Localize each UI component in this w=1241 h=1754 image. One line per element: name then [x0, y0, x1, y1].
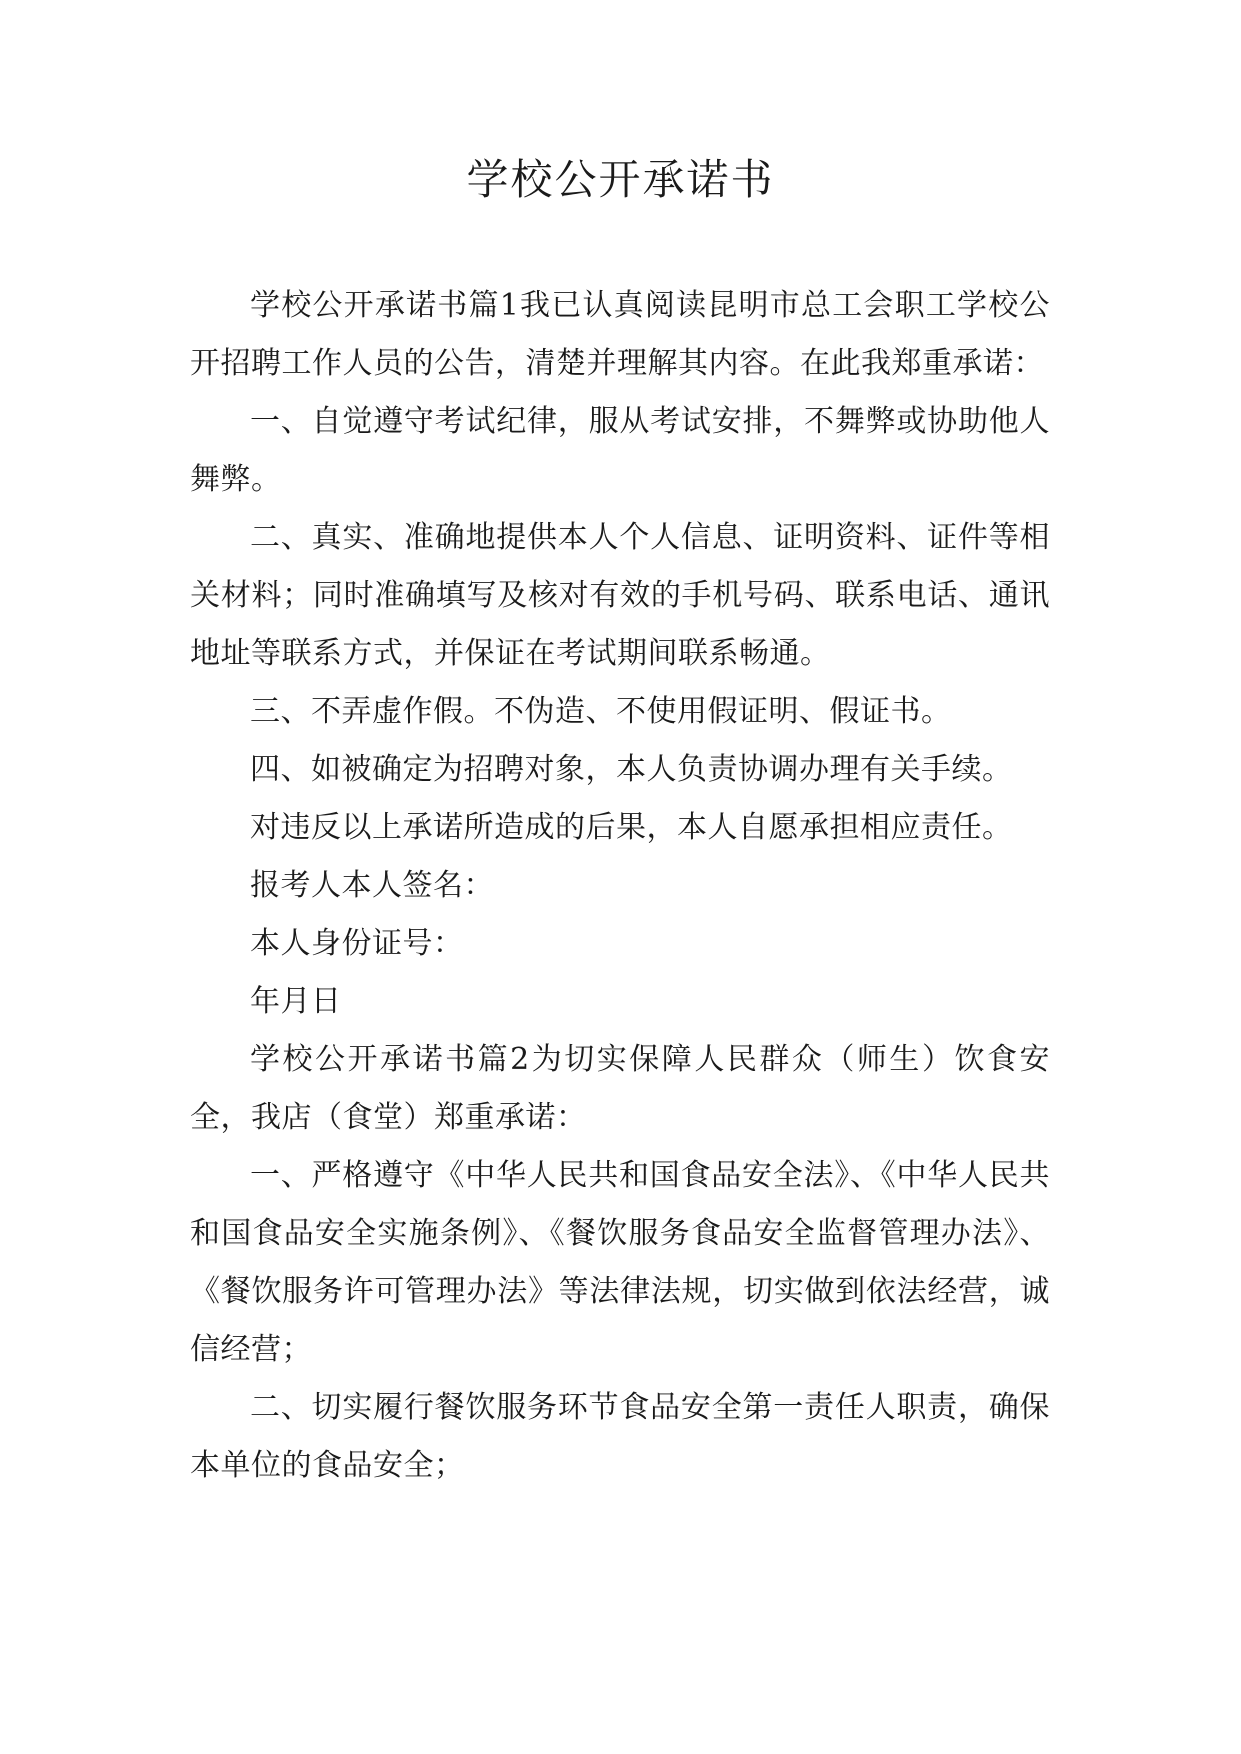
paragraph-item-3: 三、不弄虚作假。不伪造、不使用假证明、假证书。 — [250, 694, 952, 729]
paragraph-food-item-2: 二、切实履行餐饮服务环节食品安全第一责任人职责，确保本单位的食品安全； — [190, 1390, 1050, 1483]
paragraph-responsibility: 对违反以上承诺所造成的后果，本人自愿承担相应责任。 — [250, 810, 1013, 845]
paragraph-intro-2: 学校公开承诺书篇2为切实保障人民群众（师生）饮食安全，我店（食堂）郑重承诺： — [190, 1042, 1050, 1135]
date-line: 年月日 — [250, 984, 342, 1019]
paragraph-food-item-1: 一、严格遵守《中华人民共和国食品安全法》、《中华人民共和国食品安全实施条例》、《餐饮服务食品安全监督管理办法》、《餐饮服务许可管理办法》等法律法规，切实做到依法经营，诚信经营； — [190, 1158, 1050, 1367]
document-body — [190, 277, 1050, 1495]
paragraph-item-2: 二、真实、准确地提供本人个人信息、证明资料、证件等相关材料；同时准确填写及核对有效的手机号码、联系电话、通讯地址等联系方式，并保证在考试期间联系畅通。 — [190, 520, 1050, 671]
paragraph-item-1: 一、自觉遵守考试纪律，服从考试安排，不舞弊或协助他人舞弊。 — [190, 404, 1050, 497]
signature-line: 报考人本人签名： — [250, 868, 494, 903]
paragraph-item-4: 四、如被确定为招聘对象，本人负责协调办理有关手续。 — [250, 752, 1013, 787]
document-title: 学校公开承诺书 — [466, 155, 775, 204]
paragraph-intro-1: 学校公开承诺书篇1我已认真阅读昆明市总工会职工学校公开招聘工作人员的公告，清楚并理解其内容。在此我郑重承诺： — [190, 288, 1050, 381]
id-number-line: 本人身份证号： — [250, 926, 464, 961]
